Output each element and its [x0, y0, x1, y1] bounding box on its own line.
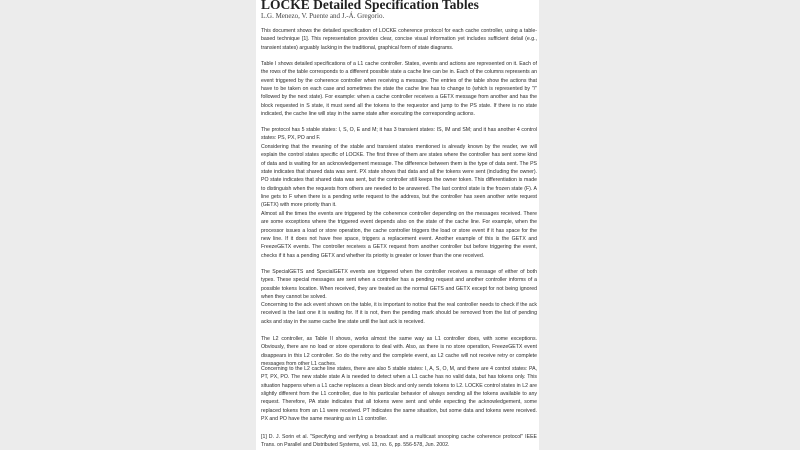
reference-entry: [1] D. J. Sorin et al. "Specifying and verifying a broadcast and a multicast snooping cache coherence protocol" IEEE Trans. on Parallel and Distributed Systems, vol. 13, no. 6, pp. 556-578, Jun. 2002. [261, 434, 537, 449]
paragraph-table-one: Table I shows detailed specifications of a L1 cache controller. States, events and actions are represented on it. Each of the rows of the table corresponds to a different possible state a cache line can be in. Each of the columns represents an event triggered by the coherence controller when receiving a message. The entries of the table show the actions that have to be taken on each case and sometimes the state the cache line has to change to (which is represented by "/" followed by the next state). For example: when a cache controller receives a GETX message from another and has the block requested in S state, it must send all the tokens to the requestor and jump to the PS state. If there is no state indicated, the cache line will stay in the same state after executing the corresponding actions. [261, 61, 537, 118]
paragraph-special-events: The SpecialGETS and SpecialGETX events are triggered when the controller receives a message of either of both types. These special messages are sent when a controller has a pending request and another controller informs of a possible tokens location. When received, they are treated as the normal GETS and GETX except for not being ignored when they cannot be solved. [261, 269, 537, 301]
paragraph-l2-controller: The L2 controller, as Table II shows, works almost the same way as L1 controller does, with some exceptions. Obviously, there are no load or store operations to deal with. Also, as there is no store operation, FreezeGETX event disappears in this L2 controller. So do the retry and the complete event, as L2 cache will not receive retry or complete messages from other L1 caches. [261, 336, 537, 368]
paragraph-l2-states: Concerning to the L2 cache line states, there are also 5 stable states: I, A, S, O, M, and there are 4 control states: PA, PT, PX, PO. The new stable state A is needed to detect when a L1 cache has no valid data, but has tokens only. This situation happens when a L1 cache replaces a clean block and only sends tokens to L2. LOCKE control states in L2 are slightly different from the L1 controller, due to his particular behavior of always sending all the tokens available to any request. Therefore, PA state indicates that all tokens were sent and while expecting the acknowledgement, some replaced tokens from an L1 were received. PT indicates the same situation, but some data and tokens were received. PX and PO have the same meaning as in L1 controller. [261, 366, 537, 423]
paragraph-control-states: Considering that the meaning of the stable and transient states mentioned is already known by the reader, we will explain the control states specific of LOCKE. The first three of them are states where the controller has sent some kind of data and is waiting for an acknowledgement message. The difference between them is the type of data sent. The PS state indicates that shared data was sent. PX state shows that data and all the tokens were sent (including the owner). PO state indicates that shared data was sent, but the controller still keeps the owner token. This differentiation is made to distinguish when the requests from others are needed to be answered. The last control state is the frozen state (F). A line gets to F when there is a pending write request to the address, but the controller has seen another write request (GETX) with more priority than it. [261, 144, 537, 209]
document-page [256, 0, 539, 450]
paragraph-events: Almost all the times the events are triggered by the coherence controller depending on the messages received. There are some exceptions where the triggered event depends also on the state of the cache line. For example, when the processor issues a load or store operation, the cache controller triggers the load or store event if it has space for the new line. If it does not have free space, triggers a replacement event. Another example of this is the GETX and FreezeGETX events. The controller receives a GETX request from another controller but before triggering the event, checks if it has a pending GETX and whether its priority is greater or lower than the one received. [261, 211, 537, 259]
document-authors: L.G. Menezo, V. Puente and J.-Á. Gregorio. [261, 12, 385, 20]
document-title: LOCKE Detailed Specification Tables [261, 0, 479, 12]
paragraph-intro: This document shows the detailed specification of LOCKE coherence protocol for each cache controller, using a table-based technique [1]. This representation provides clear, concise visual information yet includes sufficient detail (e.g., transient states) arguably lacking in the traditional, graphical form of state diagrams. [261, 28, 537, 51]
paragraph-ack-event: Concerning to the ack event shown on the table, it is important to notice that the real controller needs to check if the ack received is the last one it is waiting for. If it is not, then the pending mark should be removed from the list of pending acks and stay in the same cache line state until the last ack is received. [261, 302, 537, 325]
paragraph-states: The protocol has 5 stable states: I, S, O, E and M; it has 3 transient states: IS, IM and SM; and it has another 4 control states: PS, PX, PO and F. [261, 127, 537, 142]
